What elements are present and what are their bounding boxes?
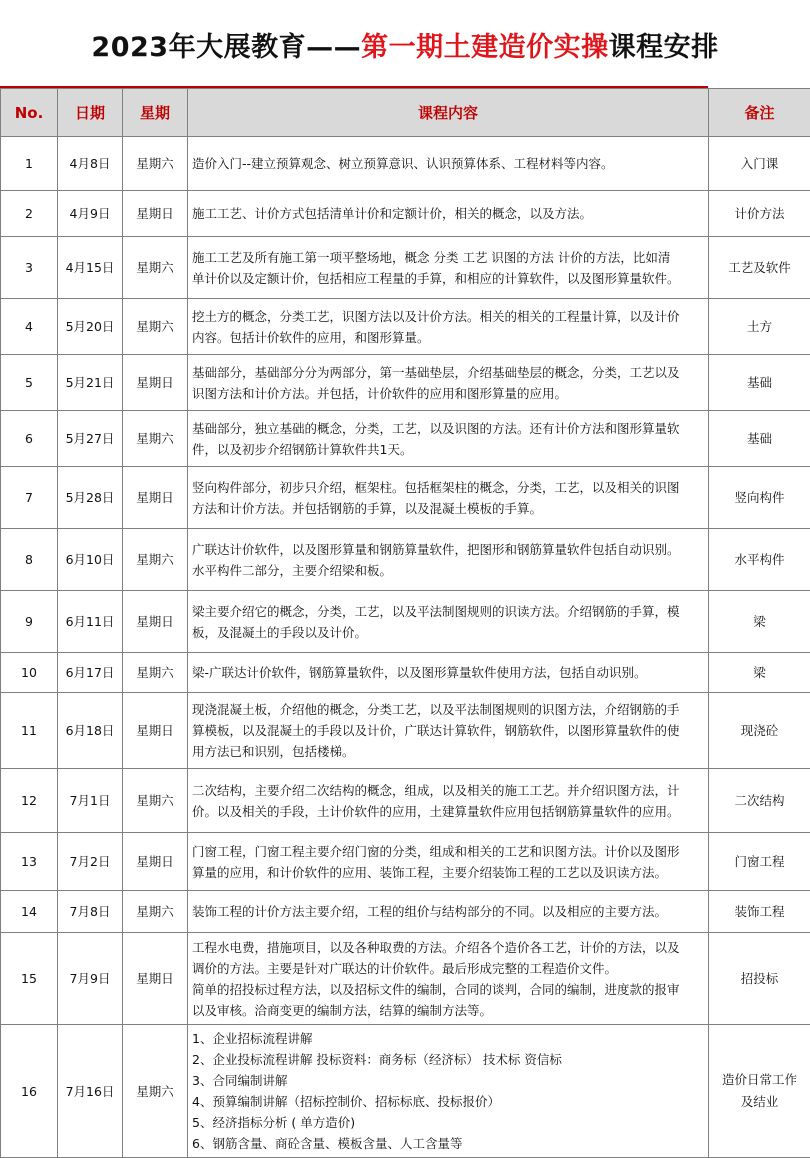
row-date: 7月9日 (58, 933, 123, 1025)
table-row (1, 769, 810, 833)
row-date: 6月10日 (58, 529, 123, 591)
row-number: 1 (1, 137, 58, 191)
row-weekday: 星期六 (123, 1025, 188, 1158)
row-note: 现浇砼 (709, 693, 810, 769)
row-content (188, 1025, 709, 1158)
content-line: 内容。包括计价软件的应用，和图形算量。 (192, 327, 704, 348)
content-line: 1、企业招标流程讲解 (192, 1028, 704, 1049)
title-suffix: 课程安排 (609, 25, 719, 64)
row-note: 基础 (709, 355, 810, 411)
content-line: 基础部分，基础部分分为两部分，第一基础垫层，介绍基础垫层的概念，分类，工艺以及 (192, 362, 704, 383)
row-weekday: 星期六 (123, 891, 188, 933)
row-number: 16 (1, 1025, 58, 1158)
content-line: 调价的方法。主要是针对广联达的计价软件。最后形成完整的工程造价文件。 (192, 958, 704, 979)
content-line: 4、预算编制讲解（招标控制价、招标标底、投标报价） (192, 1091, 704, 1112)
row-weekday: 星期日 (123, 933, 188, 1025)
table-row (1, 191, 810, 237)
row-note: 入门课 (709, 137, 810, 191)
row-weekday: 星期六 (123, 411, 188, 467)
content-line: 单计价以及定额计价，包括相应工程量的手算，和相应的计算软件，以及图形算量软件。 (192, 268, 704, 289)
table-row (1, 237, 810, 299)
content-line: 梁-广联达计价软件，钢筋算量软件，以及图形算量软件使用方法，包括自动识别。 (192, 662, 704, 683)
row-content (188, 833, 709, 891)
page-title (0, 0, 810, 88)
header-no: No. (1, 89, 58, 137)
row-weekday: 星期六 (123, 653, 188, 693)
content-line: 5、经济指标分析 ( 单方造价) (192, 1112, 704, 1133)
row-note: 竖向构件 (709, 467, 810, 529)
row-date: 7月2日 (58, 833, 123, 891)
content-line: 门窗工程，门窗工程主要介绍门窗的分类，组成和相关的工艺和识图方法。计价以及图形 (192, 841, 704, 862)
title-highlight: 第一期土建造价实操 (361, 25, 609, 64)
row-date: 5月20日 (58, 299, 123, 355)
table-row (1, 411, 810, 467)
row-note: 造价日常工作 及结业 (709, 1025, 810, 1158)
row-number: 7 (1, 467, 58, 529)
row-content (188, 591, 709, 653)
content-line: 价。以及相关的手段，土计价软件的应用，土建算量软件应用包括钢筋算量软件的应用。 (192, 801, 704, 822)
content-line: 施工工艺及所有施工第一项平整场地，概念 分类 工艺 识图的方法 计价的方法，比如清 (192, 247, 704, 268)
course-schedule-table (0, 88, 810, 1158)
content-line: 工程水电费，措施项目，以及各种取费的方法。介绍各个造价各工艺，计价的方法，以及 (192, 937, 704, 958)
row-weekday: 星期日 (123, 467, 188, 529)
content-line: 6、钢筋含量、商砼含量、模板含量、人工含量等 (192, 1133, 704, 1154)
row-content (188, 769, 709, 833)
title-prefix: 2023年大展教育—— (91, 25, 361, 64)
row-note: 水平构件 (709, 529, 810, 591)
row-weekday: 星期六 (123, 299, 188, 355)
row-number: 14 (1, 891, 58, 933)
row-number: 4 (1, 299, 58, 355)
table-row (1, 355, 810, 411)
content-line: 梁主要介绍它的概念，分类，工艺，以及平法制图规则的识读方法。介绍钢筋的手算，模 (192, 601, 704, 622)
content-line: 施工工艺、计价方式包括清单计价和定额计价，相关的概念，以及方法。 (192, 203, 704, 224)
content-line: 竖向构件部分，初步只介绍，框架柱。包括框架柱的概念，分类，工艺，以及相关的识图 (192, 477, 704, 498)
table-row (1, 833, 810, 891)
table-row (1, 653, 810, 693)
row-number: 2 (1, 191, 58, 237)
table-row (1, 891, 810, 933)
content-line: 用方法已和识别，包括楼梯。 (192, 741, 704, 762)
row-note: 招投标 (709, 933, 810, 1025)
content-line: 方法和计价方法。并包括钢筋的手算，以及混凝土模板的手算。 (192, 498, 704, 519)
content-line: 二次结构，主要介绍二次结构的概念，组成，以及相关的施工工艺。并介绍识图方法，计 (192, 780, 704, 801)
row-date: 5月21日 (58, 355, 123, 411)
row-note: 门窗工程 (709, 833, 810, 891)
row-note: 基础 (709, 411, 810, 467)
row-date: 4月15日 (58, 237, 123, 299)
row-content (188, 891, 709, 933)
content-line: 件，以及初步介绍钢筋计算软件共1天。 (192, 439, 704, 460)
row-note: 计价方法 (709, 191, 810, 237)
table-row (1, 299, 810, 355)
row-content (188, 653, 709, 693)
content-line: 现浇混凝土板，介绍他的概念，分类工艺，以及平法制图规则的识图方法，介绍钢筋的手 (192, 699, 704, 720)
table-body (1, 137, 810, 1158)
table-row (1, 529, 810, 591)
table-row (1, 591, 810, 653)
content-line: 装饰工程的计价方法主要介绍，工程的组价与结构部分的不同。以及相应的主要方法。 (192, 901, 704, 922)
row-content (188, 355, 709, 411)
content-line: 挖土方的概念，分类工艺，识图方法以及计价方法。相关的相关的工程量计算，以及计价 (192, 306, 704, 327)
row-date: 7月8日 (58, 891, 123, 933)
row-note: 梁 (709, 591, 810, 653)
row-content (188, 237, 709, 299)
content-line: 基础部分，独立基础的概念，分类，工艺，以及识图的方法。还有计价方法和图形算量软 (192, 418, 704, 439)
row-date: 4月9日 (58, 191, 123, 237)
row-content (188, 529, 709, 591)
row-content (188, 933, 709, 1025)
row-weekday: 星期六 (123, 137, 188, 191)
row-weekday: 星期六 (123, 529, 188, 591)
header-note: 备注 (709, 89, 810, 137)
row-weekday: 星期日 (123, 693, 188, 769)
row-content (188, 191, 709, 237)
row-content (188, 137, 709, 191)
content-line: 广联达计价软件，以及图形算量和钢筋算量软件，把图形和钢筋算量软件包括自动识别。 (192, 539, 704, 560)
row-content (188, 411, 709, 467)
row-weekday: 星期日 (123, 355, 188, 411)
table-header-row (1, 89, 810, 137)
row-number: 3 (1, 237, 58, 299)
row-number: 9 (1, 591, 58, 653)
content-line: 识图方法和计价方法。并包括，计价软件的应用和图形算量的应用。 (192, 383, 704, 404)
row-weekday: 星期日 (123, 591, 188, 653)
content-line: 算模板，以及混凝土的手段以及计价，广联达计算软件，钢筋软件，以图形算量软件的使 (192, 720, 704, 741)
content-line: 以及审核。洽商变更的编制方法，结算的编制方法等。 (192, 1000, 704, 1021)
row-content (188, 299, 709, 355)
row-number: 8 (1, 529, 58, 591)
row-number: 10 (1, 653, 58, 693)
row-weekday: 星期六 (123, 769, 188, 833)
content-line: 2、企业投标流程讲解 投标资料：商务标（经济标） 技术标 资信标 (192, 1049, 704, 1070)
table-row (1, 1025, 810, 1158)
content-line: 简单的招投标过程方法，以及招标文件的编制，合同的谈判，合同的编制，进度款的报审 (192, 979, 704, 1000)
row-number: 13 (1, 833, 58, 891)
table-row (1, 693, 810, 769)
header-weekday: 星期 (123, 89, 188, 137)
content-line: 板，及混凝土的手段以及计价。 (192, 622, 704, 643)
row-content (188, 693, 709, 769)
content-line: 造价入门--建立预算观念、树立预算意识、认识预算体系、工程材料等内容。 (192, 153, 704, 174)
header-content: 课程内容 (188, 89, 709, 137)
content-line: 3、合同编制讲解 (192, 1070, 704, 1091)
row-date: 7月16日 (58, 1025, 123, 1158)
row-number: 6 (1, 411, 58, 467)
row-number: 15 (1, 933, 58, 1025)
row-date: 6月11日 (58, 591, 123, 653)
table-row (1, 137, 810, 191)
row-date: 6月18日 (58, 693, 123, 769)
table-row (1, 467, 810, 529)
row-weekday: 星期六 (123, 237, 188, 299)
row-note: 工艺及软件 (709, 237, 810, 299)
row-weekday: 星期日 (123, 191, 188, 237)
content-line: 水平构件二部分，主要介绍梁和板。 (192, 560, 704, 581)
content-line: 算量的应用，和计价软件的应用、装饰工程，主要介绍装饰工程的工艺以及识读方法。 (192, 862, 704, 883)
row-date: 4月8日 (58, 137, 123, 191)
row-note: 梁 (709, 653, 810, 693)
row-number: 11 (1, 693, 58, 769)
row-number: 5 (1, 355, 58, 411)
table-row (1, 933, 810, 1025)
row-date: 7月1日 (58, 769, 123, 833)
header-date: 日期 (58, 89, 123, 137)
row-date: 6月17日 (58, 653, 123, 693)
row-date: 5月27日 (58, 411, 123, 467)
row-note: 土方 (709, 299, 810, 355)
row-date: 5月28日 (58, 467, 123, 529)
row-weekday: 星期日 (123, 833, 188, 891)
row-number: 12 (1, 769, 58, 833)
row-content (188, 467, 709, 529)
row-note: 二次结构 (709, 769, 810, 833)
row-note: 装饰工程 (709, 891, 810, 933)
